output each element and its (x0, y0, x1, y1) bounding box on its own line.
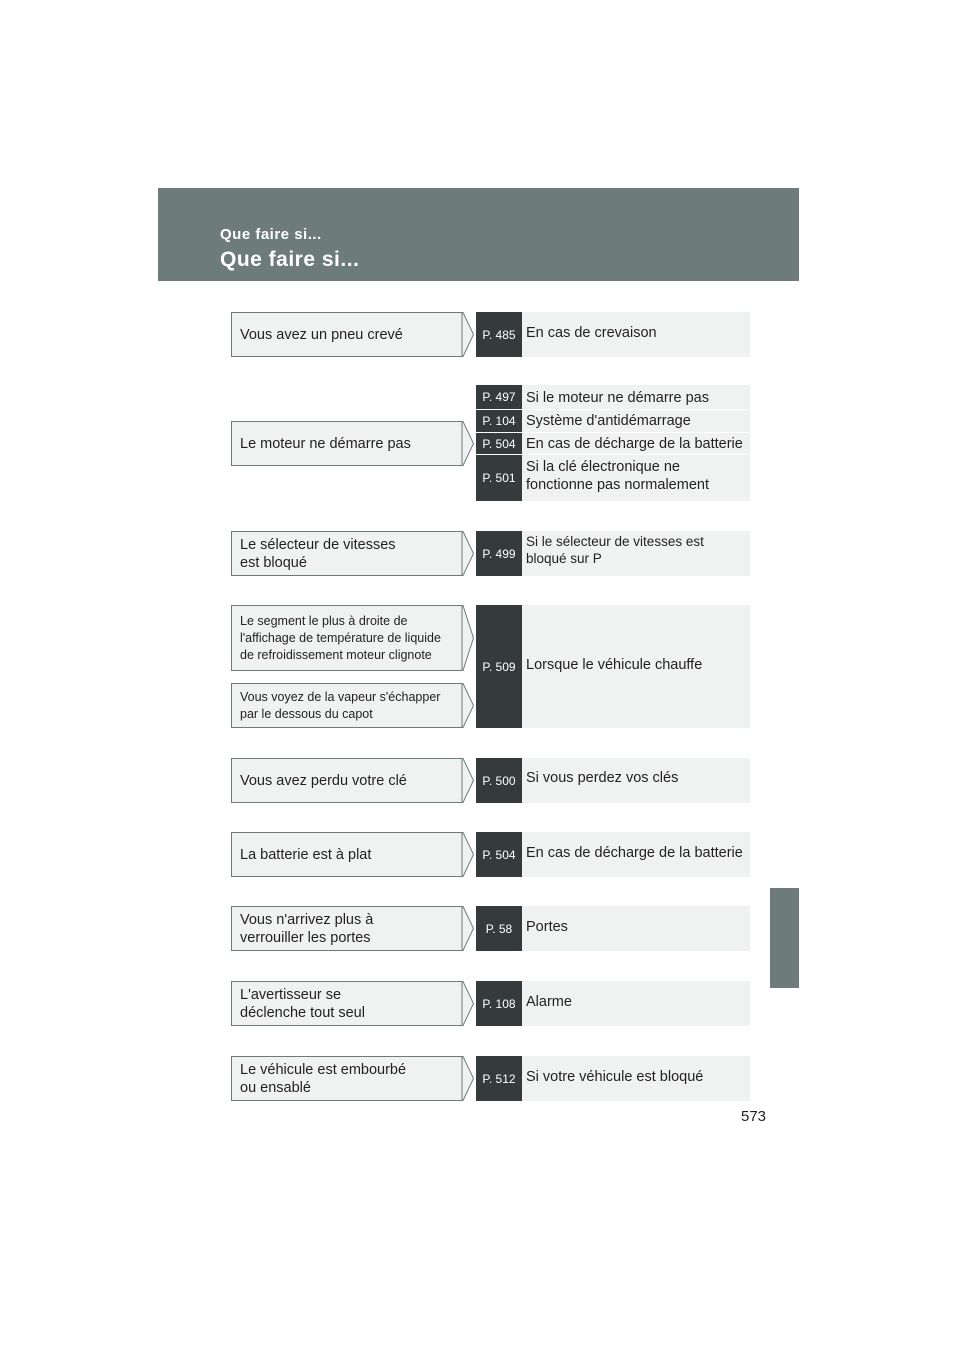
answer-text: Si votre véhicule est bloqué (526, 1069, 704, 1085)
page-reference[interactable]: P. 512 (476, 1056, 522, 1101)
answer-text: Système d'antidémarrage (526, 413, 691, 429)
page-reference[interactable]: P. 58 (476, 906, 522, 951)
section-header (158, 188, 799, 281)
header-title: Que faire si... (220, 248, 360, 271)
page-reference[interactable]: P. 499 (476, 531, 522, 576)
arrow-icon (462, 832, 474, 877)
page-reference[interactable]: P. 485 (476, 312, 522, 357)
situation-box: Le moteur ne démarre pas (231, 421, 463, 466)
situation-box: Vous n'arrivez plus à verrouiller les portes (231, 906, 463, 951)
answer-text: Lorsque le véhicule chauffe (526, 657, 703, 673)
answer-text: Si la clé électronique ne fonctionne pas normalement (526, 459, 709, 493)
arrow-icon (462, 1056, 474, 1101)
situation-box: Vous voyez de la vapeur s'échapper par le dessous du capot (231, 683, 463, 728)
answer-text: En cas de décharge de la batterie (526, 845, 743, 861)
page-reference[interactable]: P. 509 (476, 605, 522, 728)
page-reference[interactable]: P. 497 (476, 385, 522, 409)
situation-box: Vous avez un pneu crevé (231, 312, 463, 357)
arrow-icon (462, 981, 474, 1026)
situation-box: La batterie est à plat (231, 832, 463, 877)
situation-box: Vous avez perdu votre clé (231, 758, 463, 803)
arrow-icon (462, 312, 474, 357)
page-reference[interactable]: P. 104 (476, 410, 522, 432)
answer-text: En cas de crevaison (526, 325, 657, 341)
answer-text: Si le sélecteur de vitesses est bloqué sur P (526, 534, 704, 566)
arrow-icon (462, 683, 474, 728)
arrow-icon (462, 531, 474, 576)
situation-box: Le véhicule est embourbé ou ensablé (231, 1056, 463, 1101)
page-reference[interactable]: P. 504 (476, 433, 522, 454)
answer-text: Si le moteur ne démarre pas (526, 390, 709, 406)
arrow-icon (462, 605, 474, 671)
page-reference[interactable]: P. 108 (476, 981, 522, 1026)
situation-box: Le segment le plus à droite de l'affichage de température de liquide de refroidissement moteur clignote (231, 605, 463, 671)
answer-text: En cas de décharge de la batterie (526, 436, 743, 452)
arrow-icon (462, 906, 474, 951)
answer-text: Portes (526, 919, 568, 935)
page-reference[interactable]: P. 501 (476, 455, 522, 501)
answer-text: Si vous perdez vos clés (526, 770, 679, 786)
arrow-icon (462, 421, 474, 466)
situation-box: L'avertisseur se déclenche tout seul (231, 981, 463, 1026)
page-number: 573 (741, 1108, 767, 1125)
arrow-icon (462, 758, 474, 803)
situation-box: Le sélecteur de vitesses est bloqué (231, 531, 463, 576)
page-reference[interactable]: P. 504 (476, 832, 522, 877)
page-reference[interactable]: P. 500 (476, 758, 522, 803)
side-tab (770, 888, 799, 988)
answer-text: Alarme (526, 994, 572, 1010)
header-subtitle: Que faire si... (220, 226, 322, 243)
